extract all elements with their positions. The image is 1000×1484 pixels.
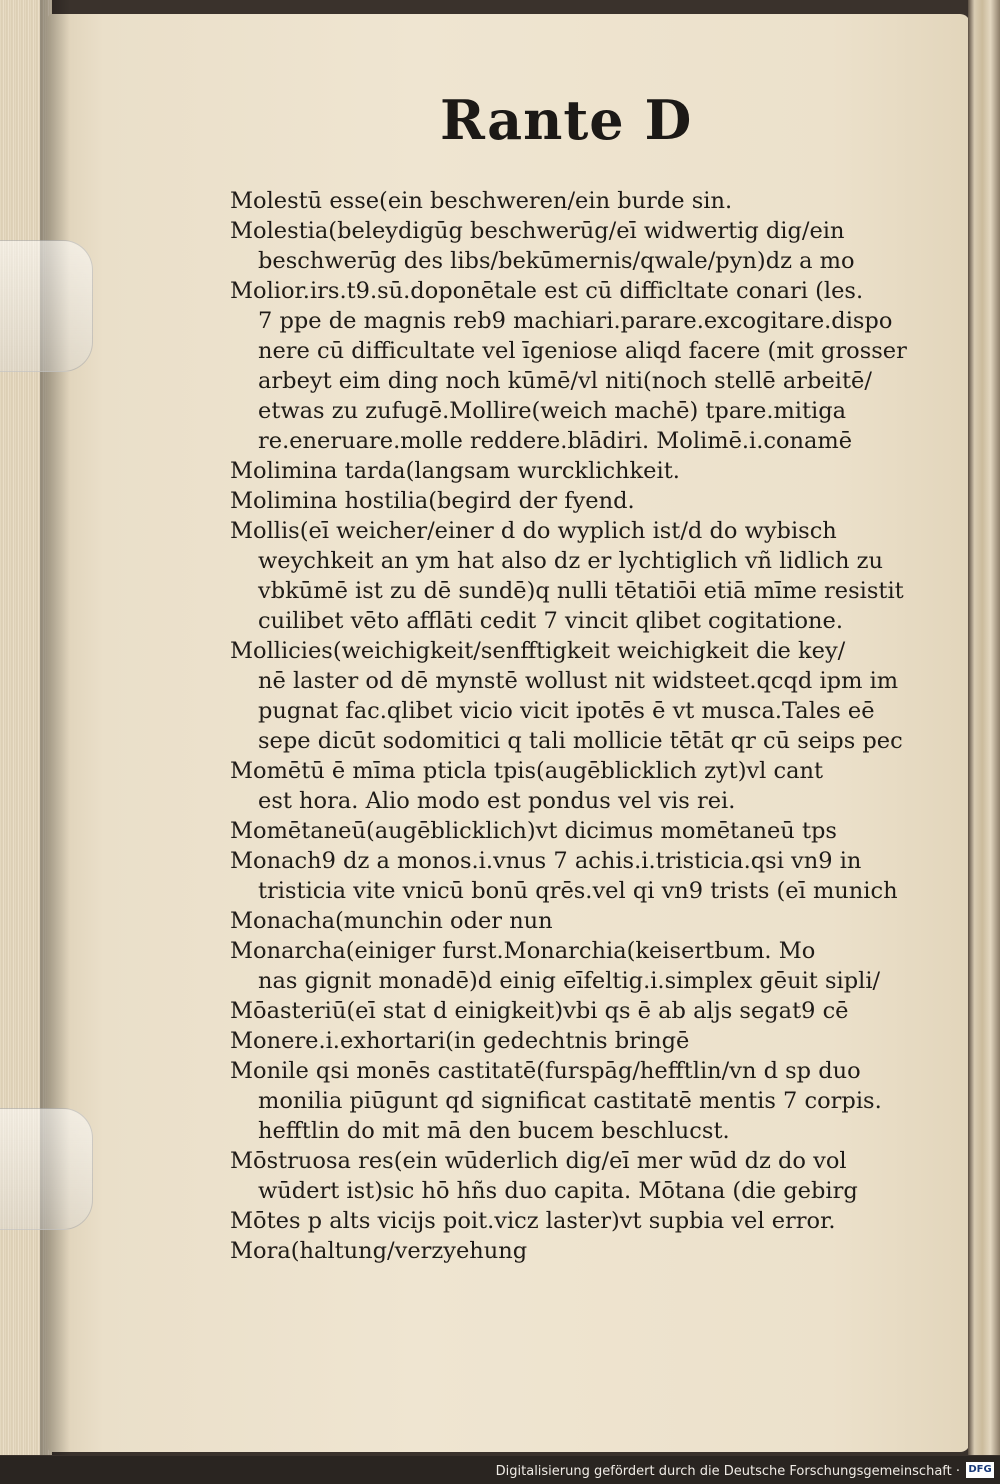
text-line: re.eneruare.molle reddere.blādiri. Molimē.i.conamē xyxy=(258,428,853,454)
text-line: Mollis(eī weicher/einer d do wyplich ist/d do wybisch xyxy=(230,518,837,544)
text-line: Mora(haltung/verzyehung xyxy=(230,1238,528,1264)
text-line: vbkūmē ist zu dē sundē)q nulli tētatiōi etiā mīme resistit xyxy=(258,578,904,604)
funding-notice: Digitalisierung gefördert durch die Deutsche Forschungsgemeinschaft · xyxy=(495,1464,960,1479)
text-line: Momētū ē mīma pticla tpis(augēblicklich zyt)vl cant xyxy=(230,758,824,784)
text-line: Molestia(beleydigūg beschwerūg/eī widwertig dig/ein xyxy=(230,218,845,244)
page-clip-bottom xyxy=(0,1108,93,1230)
text-line: etwas zu zufugē.Mollire(weich machē) tpare.mitiga xyxy=(258,398,847,424)
page-clip-top xyxy=(0,240,93,372)
text-line: Mōasteriū(eī stat d einigkeit)vbi qs ē ab aljs segat9 cē xyxy=(230,998,849,1024)
text-line: Mōtes p alts vicijs poit.vicz laster)vt supbia vel error. xyxy=(230,1208,836,1234)
text-line: Monarcha(einiger furst.Monarchia(keisertbum. Mo xyxy=(230,938,816,964)
text-line: Molimina hostilia(begird der fyend. xyxy=(230,488,635,514)
text-line: wūdert ist)sic hō hñs duo capita. Mōtana (die gebirg xyxy=(258,1178,858,1204)
text-line: Monacha(munchin oder nun xyxy=(230,908,553,934)
text-line: nē laster od dē mynstē wollust nit widsteet.qcqd ipm im xyxy=(258,668,899,694)
text-line: Monach9 dz a monos.i.vnus 7 achis.i.tristicia.qsi vn9 in xyxy=(230,848,862,874)
text-line: Monile qsi monēs castitatē(furspāg/hefftlin/vn d sp duo xyxy=(230,1058,861,1084)
text-line: beschwerūg des libs/bekūmernis/qwale/pyn)dz a mo xyxy=(258,248,855,274)
text-line: monilia piūgunt qd significat castitatē mentis 7 corpis. xyxy=(258,1088,882,1114)
footer-bar xyxy=(0,1456,1000,1484)
dfg-logo: DFG xyxy=(966,1462,994,1478)
text-line: Monere.i.exhortari(in gedechtnis bringē xyxy=(230,1028,690,1054)
text-line: Molestū esse(ein beschweren/ein burde sin. xyxy=(230,188,733,214)
text-line: pugnat fac.qlibet vicio vicit ipotēs ē vt musca.Tales eē xyxy=(258,698,875,724)
text-line: 7 ppe de magnis reb9 machiari.parare.excogitare.dispo xyxy=(258,308,893,334)
text-line: Momētaneū(augēblicklich)vt dicimus momētaneū tps xyxy=(230,818,837,844)
text-line: weychkeit an ym hat also dz er lychtiglich vñ lidlich zu xyxy=(258,548,883,574)
text-line: Molior.irs.t9.sū.doponētale est cū difficltate conari (les. xyxy=(230,278,864,304)
running-heading: Rante D xyxy=(440,88,693,152)
text-line: tristicia vite vnicū bonū qrēs.vel qi vn9 trists (eī munich xyxy=(258,878,898,904)
text-line: est hora. Alio modo est pondus vel vis rei. xyxy=(258,788,736,814)
text-line: Molimina tarda(langsam wurcklichkeit. xyxy=(230,458,680,484)
text-line: Mollicies(weichigkeit/senfftigkeit weichigkeit die key/ xyxy=(230,638,846,664)
dictionary-text xyxy=(230,186,910,1266)
text-line: sepe dicūt sodomitici q tali mollicie tētāt qr cū seips pec xyxy=(258,728,903,754)
gutter-shadow xyxy=(40,0,70,1455)
text-line: cuilibet vēto afflāti cedit 7 vincit qlibet cogitatione. xyxy=(258,608,843,634)
text-line: Mōstruosa res(ein wūderlich dig/eī mer wūd dz do vol xyxy=(230,1148,847,1174)
text-line: nere cū difficultate vel īgeniose aliqd facere (mit grosser xyxy=(258,338,907,364)
text-line: nas gignit monadē)d einig eīfeltig.i.simplex gēuit sipli/ xyxy=(258,968,881,994)
text-line: arbeyt eim ding noch kūmē/vl niti(noch stellē arbeitē/ xyxy=(258,368,872,394)
right-page-edges xyxy=(968,0,1000,1455)
text-line: hefftlin do mit mā den bucem beschlucst. xyxy=(258,1118,730,1144)
